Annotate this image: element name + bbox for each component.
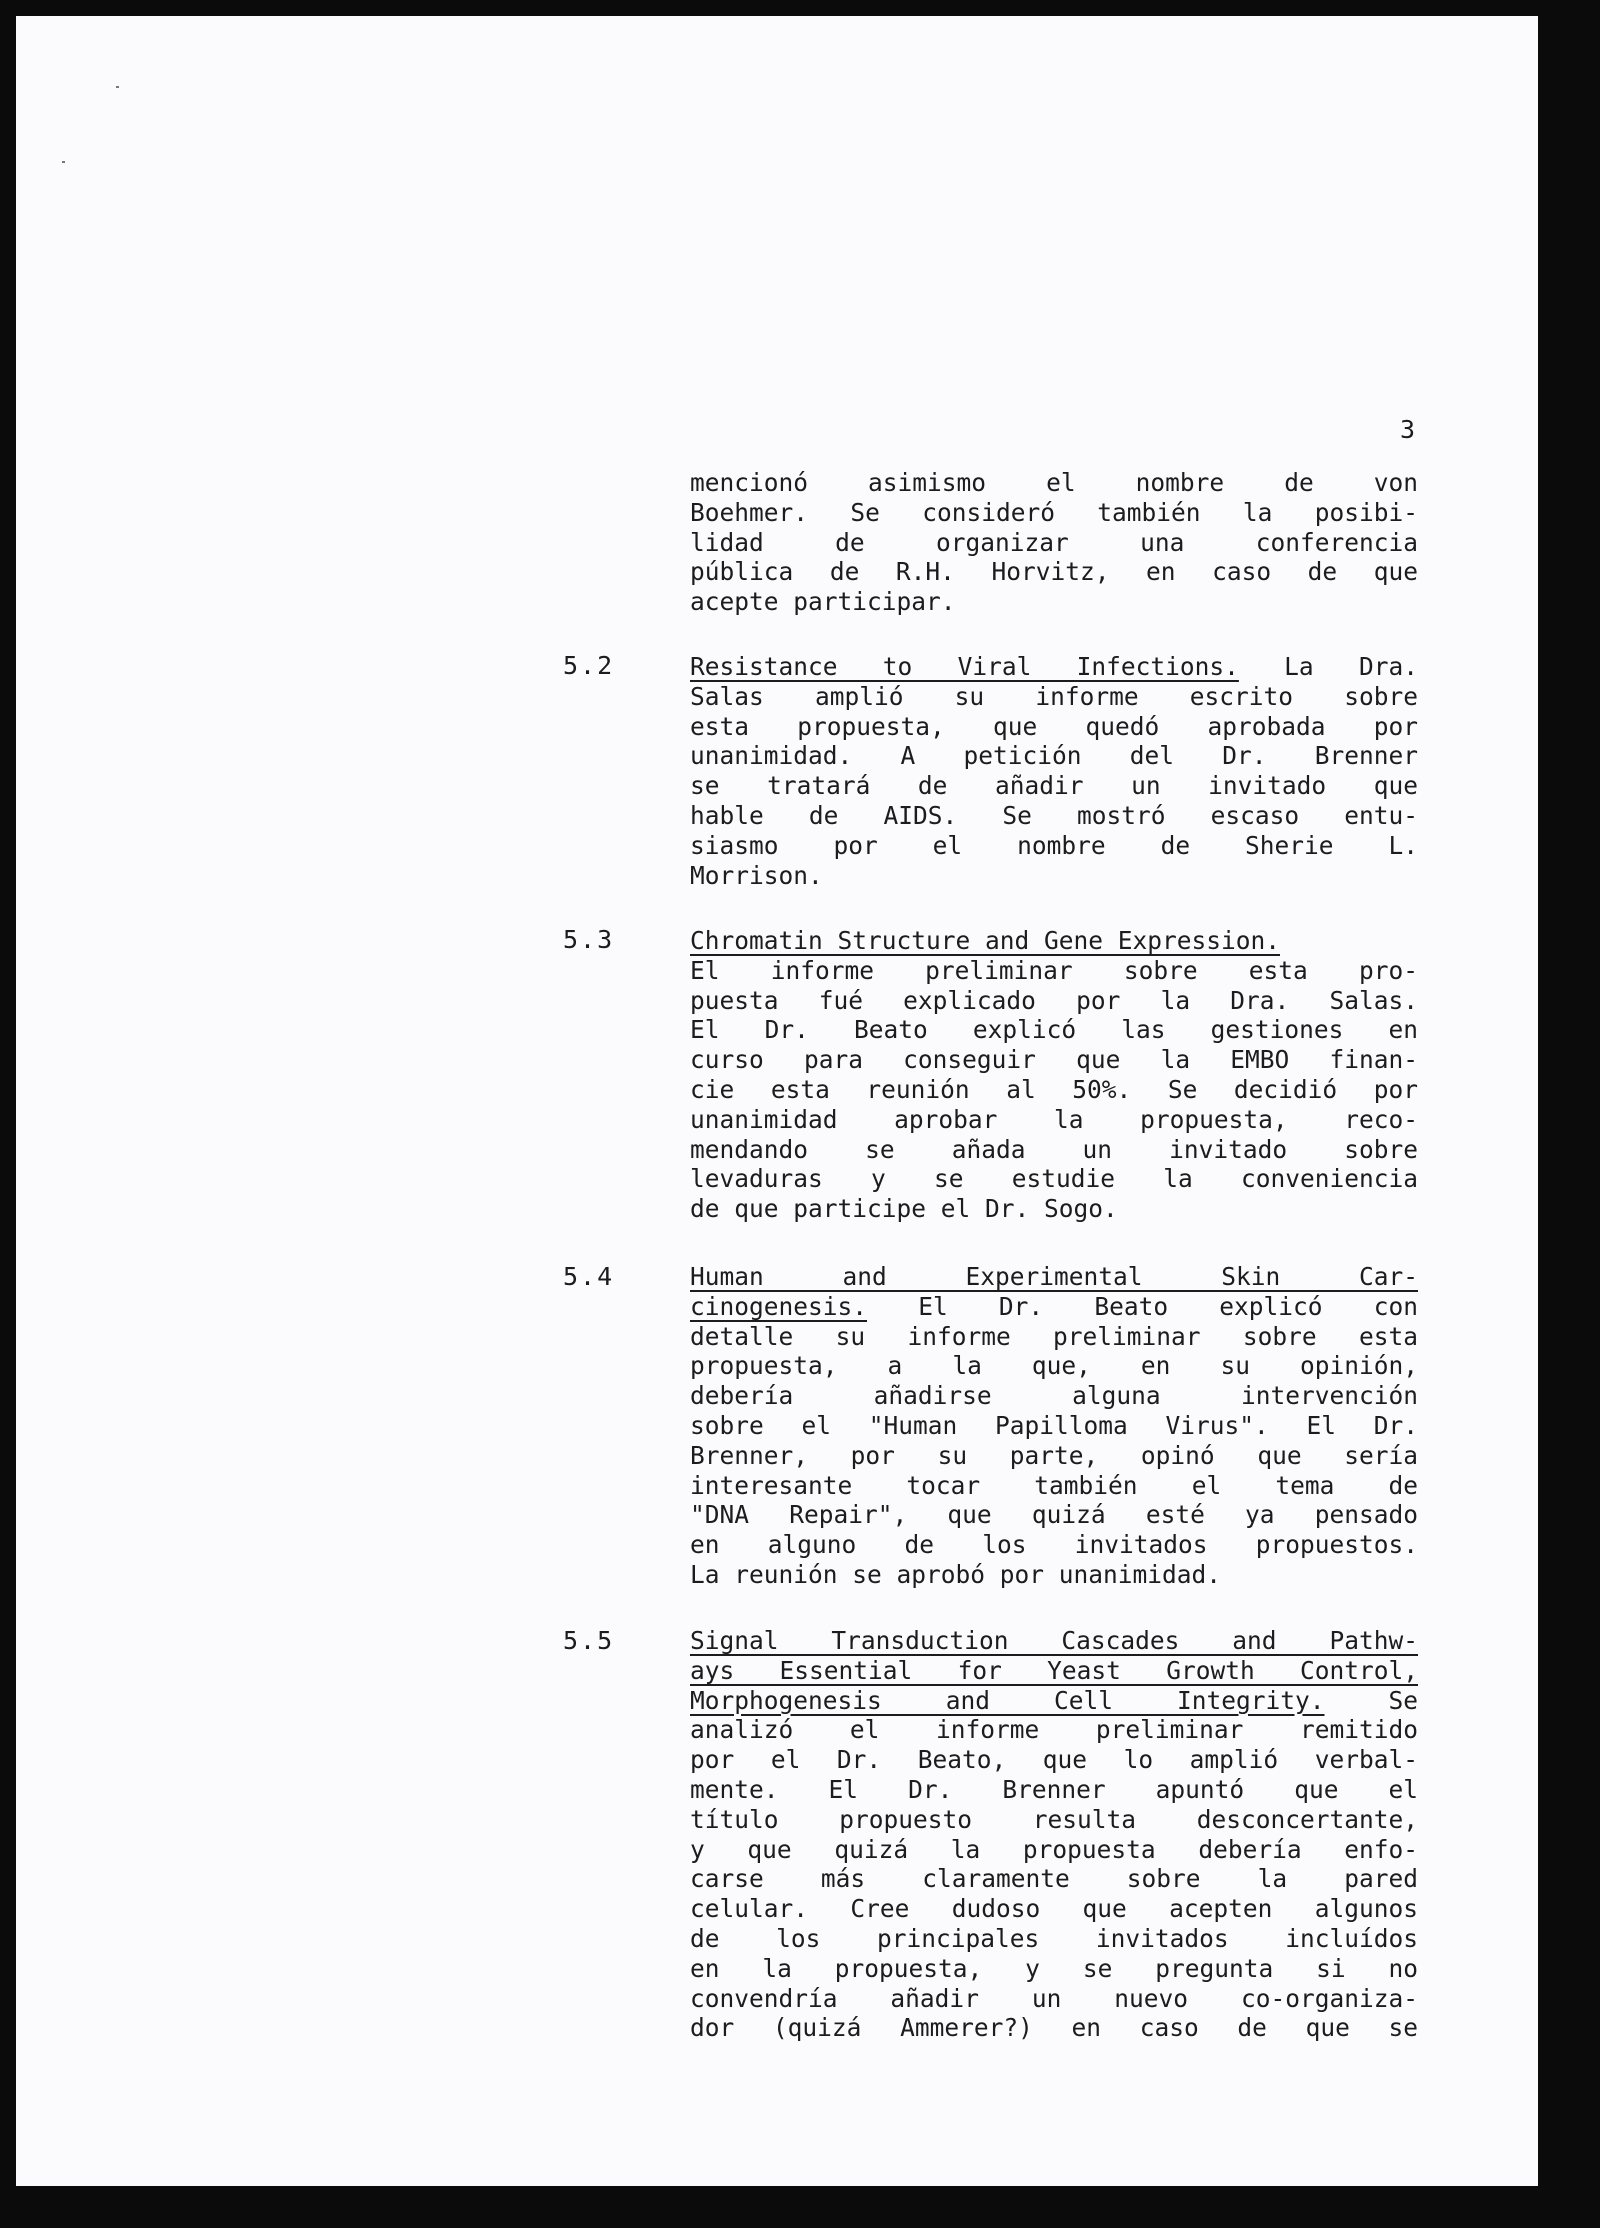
- text-line: Salas amplió su informe escrito sobre: [690, 681, 1418, 711]
- text-line: hable de AIDS. Se mostró escaso entu-: [690, 800, 1418, 830]
- section-5-3: [690, 926, 1418, 1224]
- text-line: analizó el informe preliminar remitido: [690, 1715, 1418, 1745]
- page-number: 3: [1400, 415, 1416, 444]
- section-number: 5.4: [563, 1262, 615, 1291]
- section-heading-line: [690, 1686, 1418, 1716]
- text-line: El informe preliminar sobre esta pro-: [690, 955, 1418, 985]
- text-line: mencionó asimismo el nombre de von: [690, 468, 1418, 497]
- text-line: unanimidad. A petición del Dr. Brenner: [690, 741, 1418, 771]
- text-line: de que participe el Dr. Sogo.: [690, 1194, 1118, 1224]
- text-line: interesante tocar también el tema de: [690, 1470, 1418, 1500]
- text-line: La reunión se aprobó por unanimidad.: [690, 1559, 1222, 1589]
- section-title: Resistance to Viral Infections.: [690, 652, 1239, 681]
- section-title-line: ays Essential for Yeast Growth Control,: [690, 1655, 1418, 1685]
- text-line: en la propuesta, y se pregunta si no: [690, 1953, 1418, 1983]
- text-line: celular. Cree dudoso que acepten algunos: [690, 1894, 1418, 1924]
- text-line: unanimidad aprobar la propuesta, reco-: [690, 1104, 1418, 1134]
- text-line: El Dr. Beato explicó las gestiones en: [690, 1015, 1418, 1045]
- text-line: cie esta reunión al 50%. Se decidió por: [690, 1074, 1418, 1104]
- text-line: siasmo por el nombre de Sherie L.: [690, 830, 1418, 860]
- text-line: lidad de organizar una conferencia: [690, 527, 1418, 557]
- text-line: puesta fué explicado por la Dra. Salas.: [690, 985, 1418, 1015]
- text-line: Boehmer. Se consideró también la posibi-: [690, 497, 1418, 527]
- text-line: acepte participar.: [690, 587, 956, 617]
- section-heading-line: [690, 926, 1418, 956]
- text-line: se tratará de añadir un invitado que: [690, 771, 1418, 801]
- speck-mark: [62, 161, 65, 163]
- text-line: mente. El Dr. Brenner apuntó que el: [690, 1774, 1418, 1804]
- text-line: sobre el "Human Papilloma Virus". El Dr.: [690, 1410, 1418, 1440]
- intro-paragraph: [690, 468, 1418, 617]
- text-line: esta propuesta, que quedó aprobada por: [690, 711, 1418, 741]
- text-line: debería añadirse alguna intervención: [690, 1381, 1418, 1411]
- section-title-line: Signal Transduction Cascades and Pathw-: [690, 1626, 1418, 1655]
- text-line: convendría añadir un nuevo co-organiza-: [690, 1983, 1418, 2013]
- section-heading-line: [690, 1292, 1418, 1322]
- text-line: "DNA Repair", que quizá esté ya pensado: [690, 1500, 1418, 1530]
- section-title-line: Human and Experimental Skin Car-: [690, 1262, 1418, 1291]
- section-number: 5.2: [563, 651, 615, 680]
- section-5-4: [690, 1262, 1418, 1590]
- text-line: levaduras y se estudie la conveniencia: [690, 1164, 1418, 1194]
- section-number: 5.3: [563, 925, 615, 954]
- heading-rest: El Dr. Beato explicó con: [867, 1291, 1418, 1321]
- section-title: Morphogenesis and Cell Integrity.: [690, 1685, 1325, 1715]
- text-line: en alguno de los invitados propuestos.: [690, 1530, 1418, 1560]
- section-number: 5.5: [563, 1626, 615, 1655]
- text-line: Morrison.: [690, 860, 823, 890]
- text-line: mendando se añada un invitado sobre: [690, 1134, 1418, 1164]
- section-5-5: [690, 1626, 1418, 2043]
- text-line: detalle su informe preliminar sobre esta: [690, 1321, 1418, 1351]
- text-line: por el Dr. Beato, que lo amplió verbal-: [690, 1745, 1418, 1775]
- text-line: dor (quizá Ammerer?) en caso de que se: [690, 2013, 1418, 2043]
- section-title: Chromatin Structure and Gene Expression.: [690, 926, 1281, 955]
- heading-rest: Se: [1324, 1685, 1418, 1715]
- text-line: propuesta, a la que, en su opinión,: [690, 1351, 1418, 1381]
- text-line: curso para conseguir que la EMBO finan-: [690, 1045, 1418, 1075]
- heading-rest: La Dra.: [1238, 652, 1418, 681]
- text-line: y que quizá la propuesta debería enfo-: [690, 1834, 1418, 1864]
- text-line: pública de R.H. Horvitz, en caso de que: [690, 557, 1418, 587]
- text-line: título propuesto resulta desconcertante,: [690, 1804, 1418, 1834]
- text-line: carse más claramente sobre la pared: [690, 1864, 1418, 1894]
- text-line: Brenner, por su parte, opinó que sería: [690, 1440, 1418, 1470]
- text-line: de los principales invitados incluídos: [690, 1923, 1418, 1953]
- section-heading-line: [690, 652, 1418, 682]
- speck-mark: [116, 86, 119, 88]
- section-5-2: [690, 652, 1418, 890]
- section-title: cinogenesis.: [690, 1291, 868, 1321]
